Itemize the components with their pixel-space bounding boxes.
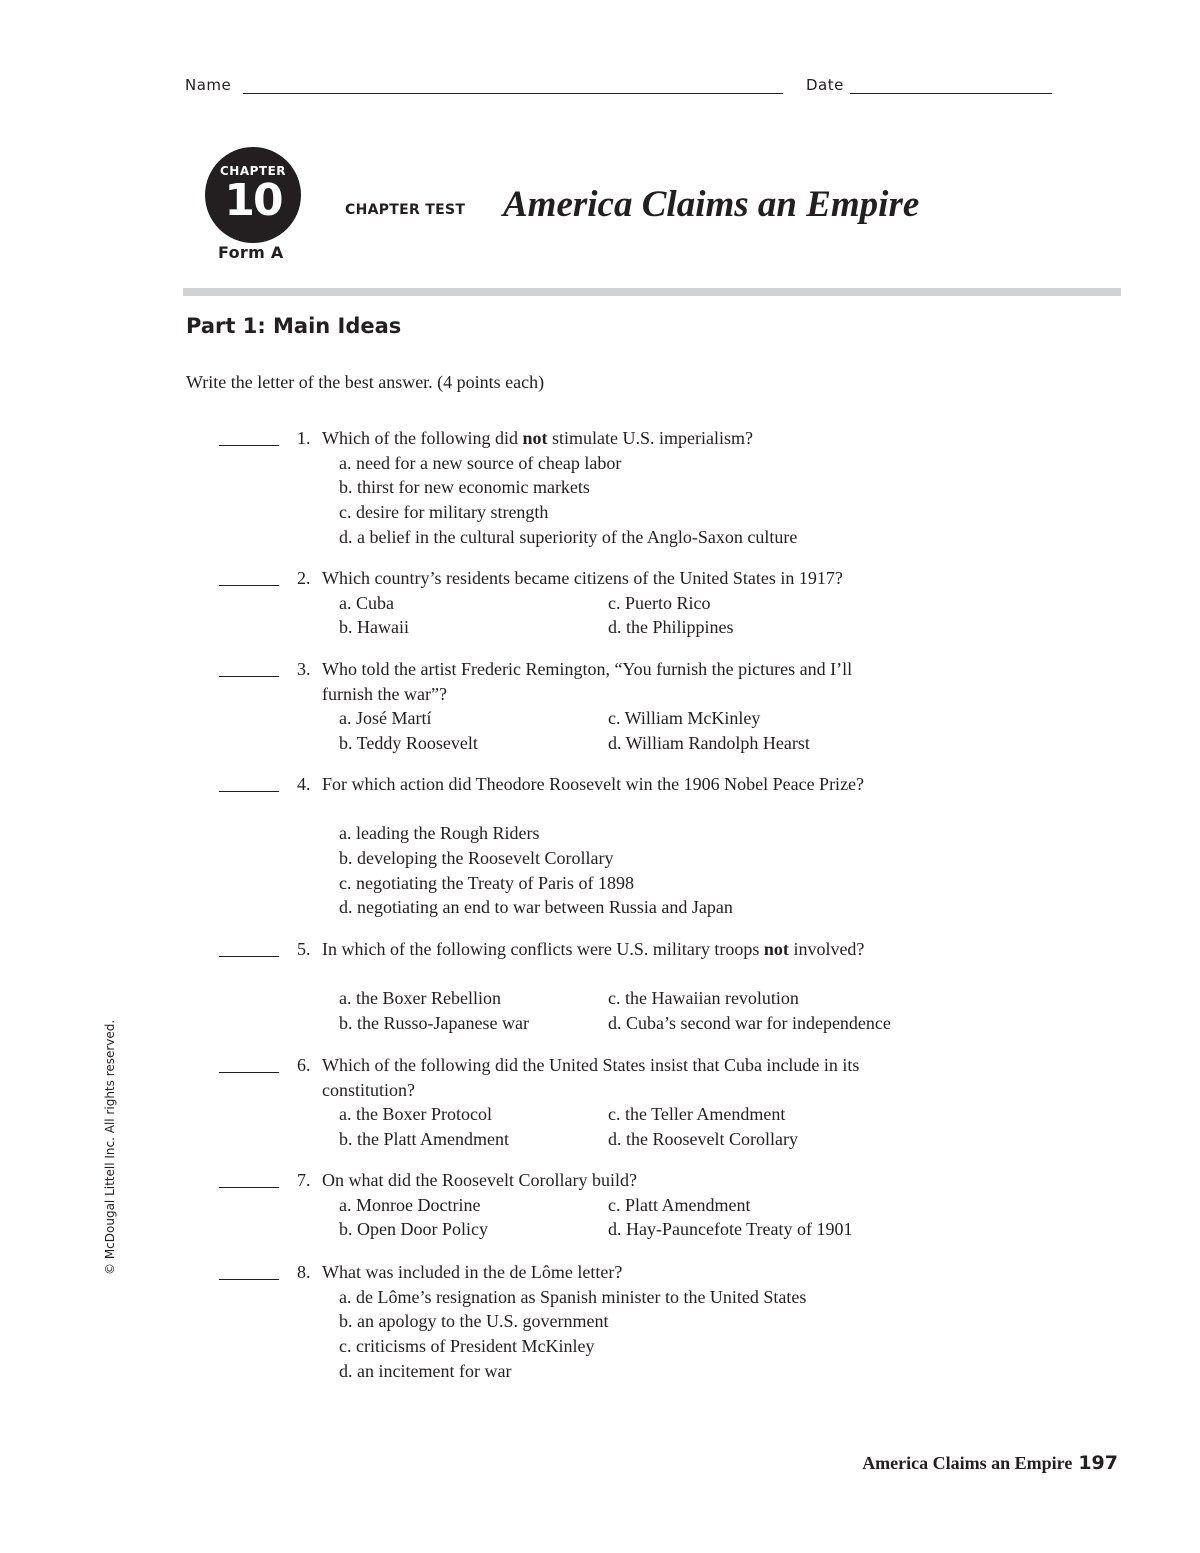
option: d. an incitement for war xyxy=(339,1360,512,1381)
page-number: 197 xyxy=(1078,1452,1118,1474)
option: a. José Martí xyxy=(339,708,432,729)
stem-part: involved? xyxy=(788,939,865,959)
option: d. William Randolph Hearst xyxy=(608,733,810,754)
question-number: 3. xyxy=(297,659,311,679)
option: a. Monroe Doctrine xyxy=(339,1194,481,1215)
option-grid xyxy=(339,591,979,640)
stem-emphasis: not xyxy=(522,428,548,448)
question-stem xyxy=(322,937,882,962)
stem-part: stimulate U.S. imperialism? xyxy=(547,428,753,448)
name-field[interactable] xyxy=(243,93,783,94)
option: c. William McKinley xyxy=(608,708,761,729)
page-title: America Claims an Empire xyxy=(503,184,920,225)
footer-title: America Claims an Empire xyxy=(862,1453,1073,1473)
option: d. the Philippines xyxy=(608,617,734,638)
question-stem: Which of the following did the United States insist that Cuba include in its constitution? xyxy=(322,1055,860,1100)
option: b. an apology to the U.S. government xyxy=(339,1311,609,1332)
option: b. developing the Roosevelt Corollary xyxy=(339,848,614,869)
date-label: Date xyxy=(806,76,844,94)
copyright-notice: © McDougal Littell Inc. All rights reserved. xyxy=(103,1019,117,1275)
option-grid xyxy=(339,986,979,1035)
option: c. negotiating the Treaty of Paris of 1898 xyxy=(339,872,634,893)
option-grid xyxy=(339,1193,979,1242)
question-stem xyxy=(322,426,942,451)
part-title: Part 1: Main Ideas xyxy=(186,314,402,338)
option: a. Cuba xyxy=(339,592,394,613)
question-number: 1. xyxy=(297,428,311,448)
option: b. Open Door Policy xyxy=(339,1219,488,1240)
option: a. need for a new source of cheap labor xyxy=(339,452,622,473)
question-stem: What was included in the de Lôme letter? xyxy=(322,1262,623,1282)
answer-blank[interactable] xyxy=(219,1279,279,1280)
option-grid xyxy=(339,706,979,755)
question-stem: Which country’s residents became citizens of the United States in 1917? xyxy=(322,568,843,588)
header-divider xyxy=(183,288,1121,296)
chapter-number: 10 xyxy=(224,175,282,226)
page-footer xyxy=(862,1452,1118,1474)
question-number: 8. xyxy=(297,1262,311,1282)
name-label: Name xyxy=(185,76,232,94)
option-list xyxy=(339,451,797,550)
form-label: Form A xyxy=(218,243,284,262)
option: b. the Platt Amendment xyxy=(339,1129,509,1150)
chapter-badge xyxy=(205,147,301,243)
option: c. Platt Amendment xyxy=(608,1194,751,1215)
option: c. Puerto Rico xyxy=(608,592,711,613)
question-stem: For which action did Theodore Roosevelt win the 1906 Nobel Peace Prize? xyxy=(322,774,865,794)
option-grid xyxy=(339,1102,979,1151)
chapter-test-kicker: CHAPTER TEST xyxy=(345,202,466,218)
option-list xyxy=(339,1285,806,1384)
option: d. the Roosevelt Corollary xyxy=(608,1129,798,1150)
option: a. leading the Rough Riders xyxy=(339,823,540,844)
option-list xyxy=(339,821,733,920)
answer-blank[interactable] xyxy=(219,791,279,792)
question-number: 5. xyxy=(297,939,311,959)
question-number: 2. xyxy=(297,568,311,588)
option: c. desire for military strength xyxy=(339,502,549,523)
stem-part: In which of the following conflicts were U.S. military troops xyxy=(322,939,764,959)
option: c. criticisms of President McKinley xyxy=(339,1336,595,1357)
option: d. a belief in the cultural superiority of the Anglo-Saxon culture xyxy=(339,526,798,547)
option: d. Cuba’s second war for independence xyxy=(608,1013,891,1034)
option: a. the Boxer Protocol xyxy=(339,1104,492,1125)
date-field[interactable] xyxy=(850,93,1052,94)
option: d. Hay-Pauncefote Treaty of 1901 xyxy=(608,1219,853,1240)
option: c. the Hawaiian revolution xyxy=(608,988,799,1009)
chapter-badge-label: CHAPTER xyxy=(219,164,287,178)
option: d. negotiating an end to war between Russia and Japan xyxy=(339,897,733,918)
option: c. the Teller Amendment xyxy=(608,1104,786,1125)
question-number: 7. xyxy=(297,1170,311,1190)
option: a. de Lôme’s resignation as Spanish minister to the United States xyxy=(339,1286,807,1307)
question-number: 6. xyxy=(297,1055,311,1075)
question-stem: On what did the Roosevelt Corollary build? xyxy=(322,1170,637,1190)
answer-blank[interactable] xyxy=(219,1187,279,1188)
question-stem: Who told the artist Frederic Remington, “You furnish the pictures and I’ll furnish the war”? xyxy=(322,659,853,704)
option: a. the Boxer Rebellion xyxy=(339,988,501,1009)
option: b. the Russo-Japanese war xyxy=(339,1013,529,1034)
answer-blank[interactable] xyxy=(219,585,279,586)
option: b. Teddy Roosevelt xyxy=(339,733,478,754)
instructions: Write the letter of the best answer. (4 points each) xyxy=(186,372,545,392)
answer-blank[interactable] xyxy=(219,445,279,446)
option: b. Hawaii xyxy=(339,617,409,638)
answer-blank[interactable] xyxy=(219,676,279,677)
question-number: 4. xyxy=(297,774,311,794)
answer-blank[interactable] xyxy=(219,956,279,957)
stem-emphasis: not xyxy=(763,939,789,959)
stem-part: Which of the following did xyxy=(322,428,523,448)
answer-blank[interactable] xyxy=(219,1072,279,1073)
option: b. thirst for new economic markets xyxy=(339,477,590,498)
